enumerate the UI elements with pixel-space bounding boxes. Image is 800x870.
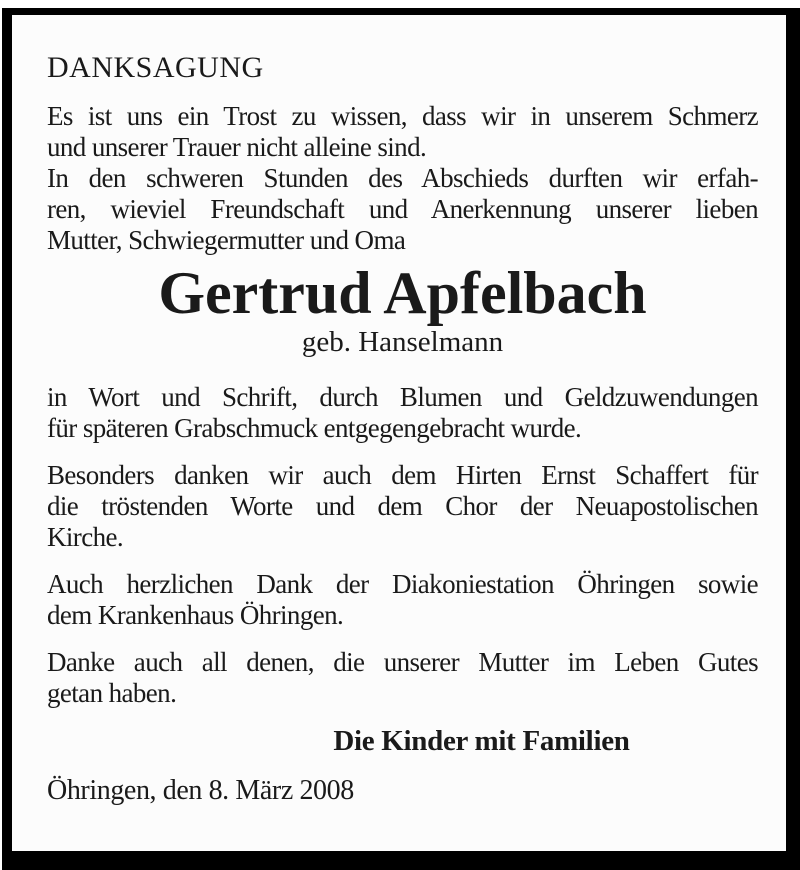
thanks-paragraph: [47, 647, 758, 709]
text-line: Danke auch all denen, die unserer Mutter im Leben Gutes: [47, 647, 758, 677]
text-line: In den schweren Stunden des Abschieds durften wir erfah-: [47, 163, 758, 193]
thanks-paragraph: [47, 460, 758, 553]
place-dateline: Öhringen, den 8. März 2008: [47, 775, 354, 806]
intro-paragraph: [47, 101, 758, 256]
text-line: und unserer Trauer nicht alleine sind.: [47, 132, 427, 162]
mourners-signature: Die Kinder mit Familien: [333, 725, 630, 757]
text-line: ren, wieviel Freundschaft und Anerkennung unserer lieben: [47, 194, 758, 224]
text-line: Es ist uns ein Trost zu wissen, dass wir in unserem Schmerz: [47, 101, 758, 131]
thanks-paragraph: [47, 382, 758, 444]
text-line: Mutter, Schwiegermutter und Oma: [47, 225, 406, 255]
deceased-maiden-name: geb. Hanselmann: [301, 326, 504, 358]
thanks-paragraph: [47, 569, 758, 631]
notice-kicker: DANKSAGUNG: [47, 51, 264, 84]
text-line: die tröstenden Worte und dem Chor der Neuapostolischen: [47, 491, 758, 521]
text-line: getan haben.: [47, 678, 177, 708]
text-line: Besonders danken wir auch dem Hirten Ernst Schaffert für: [47, 460, 758, 490]
text-line: Auch herzlichen Dank der Diakoniestation Öhringen sowie: [47, 569, 758, 599]
deceased-name: Gertrud Apfelbach: [158, 260, 647, 326]
obituary-notice-content: [12, 15, 786, 806]
text-line: für späteren Grabschmuck entgegengebracht wurde.: [47, 413, 582, 443]
obituary-notice-frame: [2, 8, 800, 870]
text-line: in Wort und Schrift, durch Blumen und Geldzuwendungen: [47, 382, 758, 412]
text-line: Kirche.: [47, 522, 124, 552]
text-line: dem Krankenhaus Öhringen.: [47, 600, 344, 630]
